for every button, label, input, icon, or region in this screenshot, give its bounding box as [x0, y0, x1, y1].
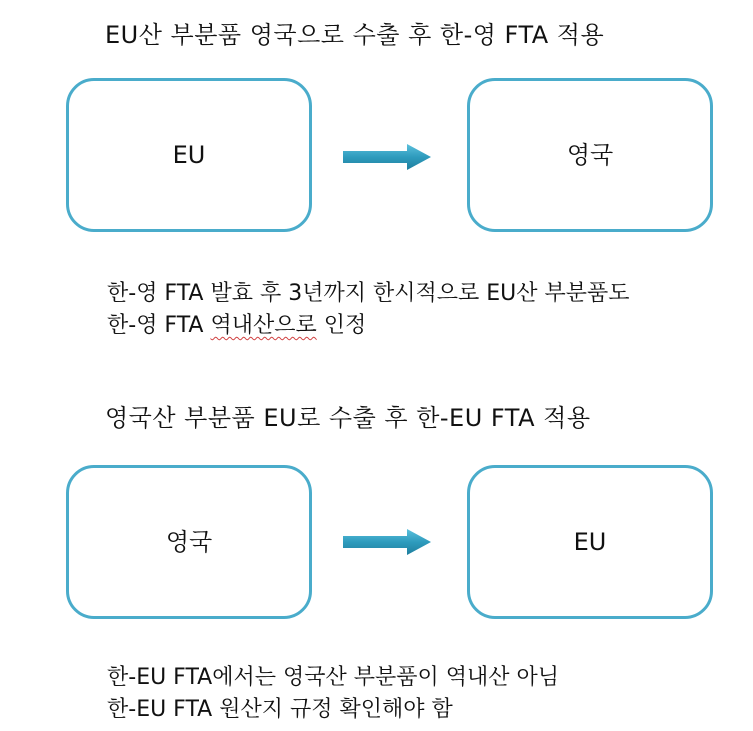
section1-note-line2 — [107, 310, 629, 342]
section1-to-box — [467, 78, 713, 232]
section2-note-line2: 한-EU FTA 원산지 규정 확인해야 함 — [107, 697, 453, 722]
section1-from-label: EU — [172, 141, 206, 169]
section2-heading: 영국산 부분품 EU로 수출 후 한-EU FTA 적용 — [105, 404, 591, 432]
section1-note-line2-prefix: 한-영 FTA — [107, 313, 211, 338]
spellcheck-flagged-word: 역내산으로 — [210, 313, 317, 338]
right-arrow-icon — [343, 527, 433, 557]
section2-note-line1: 한-EU FTA에서는 영국산 부분품이 역내산 아님 — [107, 665, 559, 690]
section2-from-box — [66, 465, 312, 619]
section1-to-label: 영국 — [566, 141, 614, 169]
section2-to-label: EU — [573, 528, 607, 556]
section2-to-box — [467, 465, 713, 619]
section1-note-line1: 한-영 FTA 발효 후 3년까지 한시적으로 EU산 부분품도 — [107, 281, 630, 306]
right-arrow-icon — [343, 142, 433, 172]
section1-from-box — [66, 78, 312, 232]
section1-heading: EU산 부분품 영국으로 수출 후 한-영 FTA 적용 — [105, 21, 605, 49]
section1-note — [107, 278, 629, 342]
section2-note — [107, 662, 559, 726]
section1-note-line2-suffix: 인정 — [316, 313, 367, 338]
section2-from-label: 영국 — [165, 528, 213, 556]
